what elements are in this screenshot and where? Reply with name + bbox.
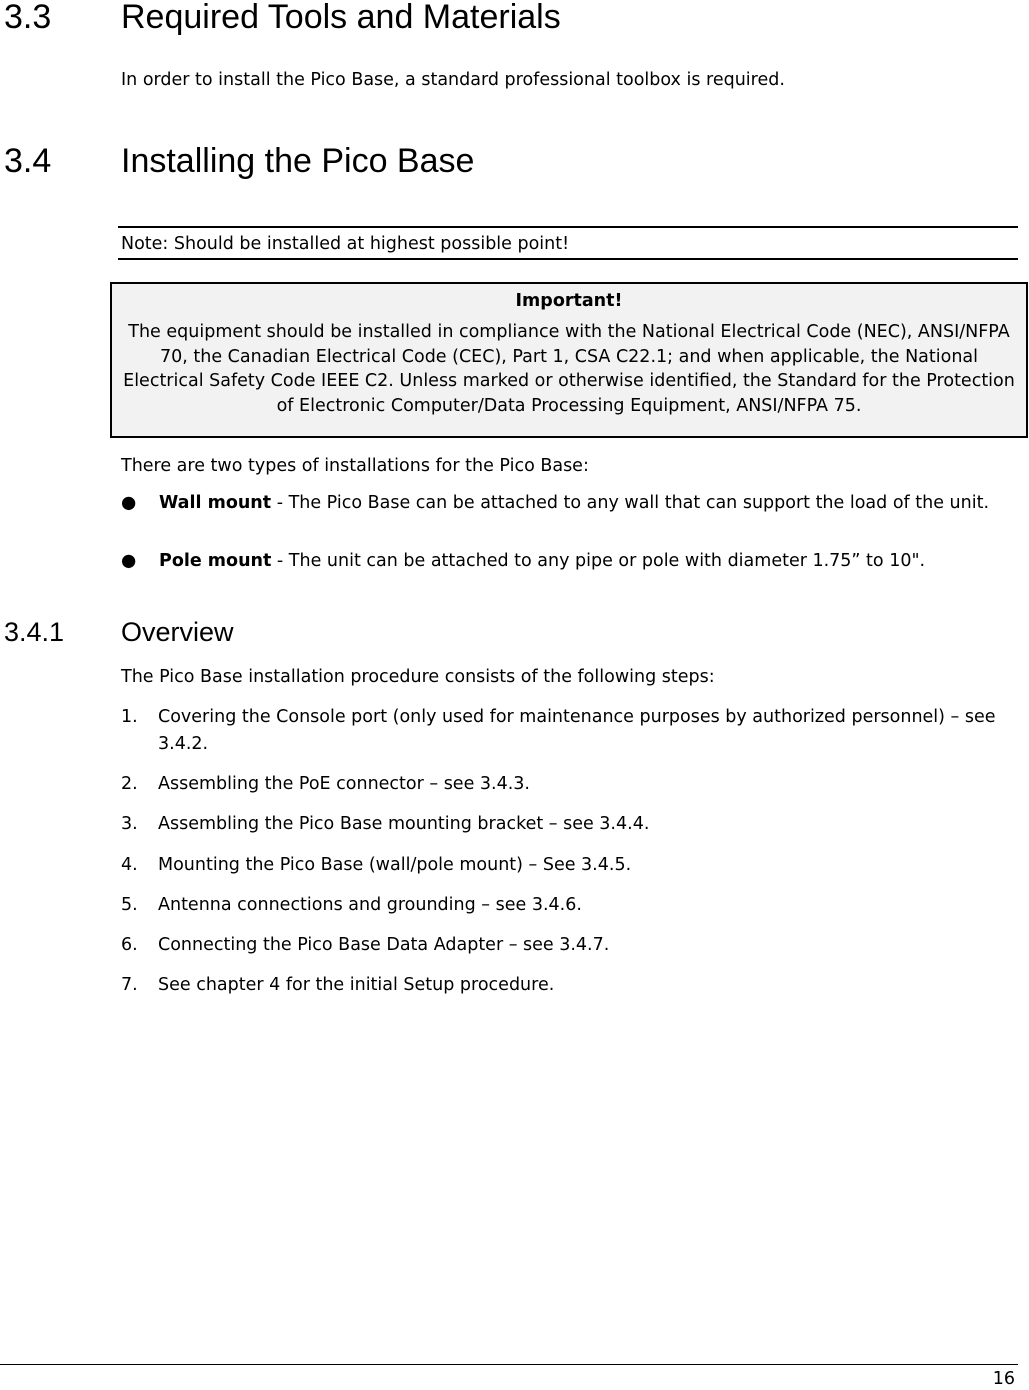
section-title: Installing the Pico Base (121, 142, 475, 180)
step-item (121, 852, 1001, 879)
section-heading-3-3 (4, 0, 561, 37)
important-title: Important! (515, 291, 623, 311)
list-item-wall-mount (121, 493, 1001, 514)
section-heading-3-4 (4, 141, 474, 181)
bullet-icon: ● (121, 493, 137, 513)
overview-intro: The Pico Base installation procedure consists of the following steps: (121, 667, 715, 687)
bullet-text: - The unit can be attached to any pipe or pole with diameter 1.75” to 10". (271, 551, 926, 571)
section-number: 3.4.1 (4, 617, 65, 647)
step-text: Assembling the Pico Base mounting bracket – see 3.4.4. (158, 814, 650, 834)
section-heading-3-4-1 (4, 616, 234, 648)
step-number: 6. (121, 935, 138, 955)
section-title: Overview (121, 617, 234, 647)
bullet-label: Pole mount (159, 551, 272, 571)
important-body: The equipment should be installed in compliance with the National Electrical Code (NEC), ANSI/NFPA 70, the Canadian Electrical Code (CEC), Part 1, CSA C22.1; and when applicable, the National Electrical Safety Code IEEE C2. Unless marked or otherwise identified, the Standard for the Protection of Electronic Computer/Data Processing Equipment, ANSI/NFPA 75. (123, 322, 1015, 416)
important-box (110, 282, 1028, 438)
step-item (121, 704, 1001, 758)
list-item-pole-mount (121, 551, 1001, 572)
footer-rule (0, 1364, 1018, 1365)
step-text: Mounting the Pico Base (wall/pole mount) – See 3.4.5. (158, 855, 632, 875)
step-text: See chapter 4 for the initial Setup procedure. (158, 975, 555, 995)
step-text: Covering the Console port (only used for maintenance purposes by authorized personnel) – see 3.4.2. (158, 707, 996, 754)
step-item (121, 932, 1001, 959)
step-text: Assembling the PoE connector – see 3.4.3. (158, 774, 530, 794)
bullet-label: Wall mount (159, 493, 272, 513)
section-number: 3.4 (4, 142, 52, 180)
bullet-text: - The Pico Base can be attached to any wall that can support the load of the unit. (271, 493, 990, 513)
step-text: Connecting the Pico Base Data Adapter – see 3.4.7. (158, 935, 610, 955)
step-number: 5. (121, 895, 138, 915)
step-number: 7. (121, 975, 138, 995)
step-item (121, 892, 1001, 919)
step-number: 3. (121, 814, 138, 834)
step-text: Antenna connections and grounding – see 3.4.6. (158, 895, 582, 915)
step-number: 4. (121, 855, 138, 875)
bullet-icon: ● (121, 551, 137, 571)
step-item (121, 972, 1001, 999)
step-item (121, 771, 1001, 798)
step-number: 1. (121, 707, 138, 727)
page-number: 16 (992, 1369, 1015, 1389)
section-number: 3.3 (4, 0, 52, 36)
note-box (118, 226, 1018, 260)
note-text: Note: Should be installed at highest possible point! (121, 234, 570, 254)
installation-types-intro: There are two types of installations for the Pico Base: (121, 456, 589, 476)
section-title: Required Tools and Materials (121, 0, 561, 36)
tools-paragraph: In order to install the Pico Base, a standard professional toolbox is required. (121, 70, 785, 90)
step-item (121, 811, 1001, 838)
step-number: 2. (121, 774, 138, 794)
